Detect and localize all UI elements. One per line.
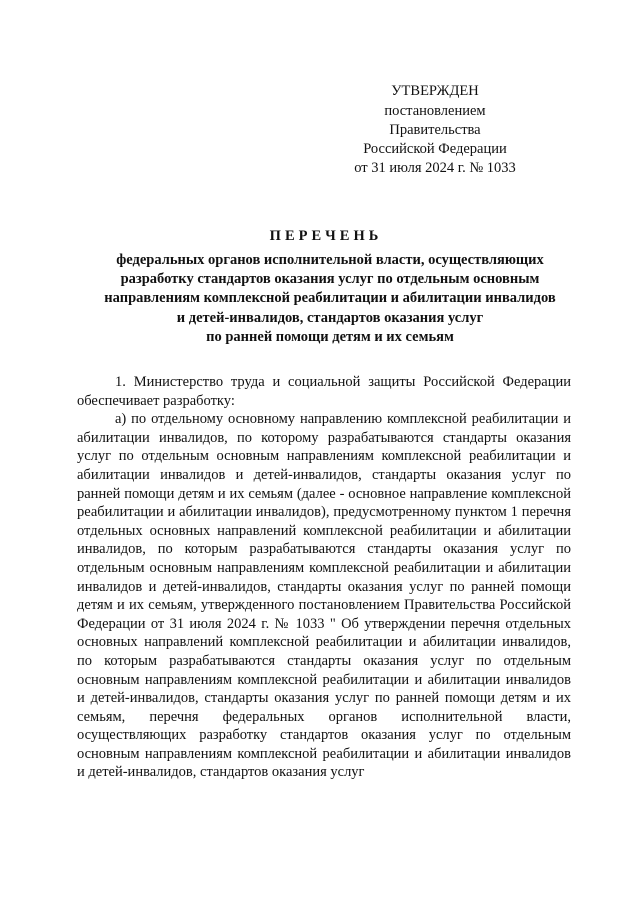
document-title: ПЕРЕЧЕНЬ	[269, 228, 383, 244]
document-subtitle	[60, 251, 600, 347]
approval-line-3: от 31 июля 2024 г. № 1033	[354, 160, 516, 176]
paragraph-1: 1. Министерство труда и социальной защиты Российской Федерации обеспечивает разработку:	[77, 374, 571, 409]
document-body	[77, 373, 571, 782]
paragraph-2: а) по отдельному основному направлению комплексной реабилитации и абилитации инвалидов, по которому разрабатываются стандарты оказания услуг по отдельным основным направлениям комплексной реабилитации и абилитации инвалидов и детей-инвалидов, стандарты оказания услуг по ранней помощи детям и их семьям (далее - основное направление комплексной реабилитации и абилитации инвалидов), предусмотренному пунктом 1 перечня отдельных основных направлений комплексной реабилитации и абилитации инвалидов, по которым разрабатываются стандарты оказания услуг по отдельным основным направлениям комплексной реабилитации и абилитации инвалидов и детей-инвалидов, стандарты оказания услуг по ранней помощи детям и их семьям, утвержденного постановлением Правительства Российской Федерации от 31 июля 2024 г. № 1033 " Об утверждении перечня отдельных основных направлений комплексной реабилитации и абилитации инвалидов, по которым разрабатываются стандарты оказания услуг по отдельным основным направлениям комплексной реабилитации и абилитации инвалидов и детей-инвалидов, стандарты оказания услуг по ранней помощи детям и их семьям, перечня федеральных органов исполнительной власти, осуществляющих разработку стандартов оказания услуг по отдельным основным направлениям комплексной реабилитации и абилитации инвалидов и детей-инвалидов, стандартов оказания услуг	[77, 411, 571, 781]
approval-line-2: Российской Федерации	[363, 141, 507, 157]
subtitle-line-2: разработку стандартов оказания услуг по отдельным основным	[120, 271, 540, 288]
subtitle-line-4: и детей-инвалидов, стандартов оказания услуг	[176, 309, 484, 326]
subtitle-line-5: по ранней помощи детям и их семьям	[206, 328, 454, 345]
approval-stamp: УТВЕРЖДЕН	[391, 83, 479, 99]
subtitle-line-1: федеральных органов исполнительной власти, осуществляющих	[116, 252, 544, 268]
approval-block	[340, 82, 530, 178]
approval-line-1: постановлением Правительства	[384, 103, 486, 138]
subtitle-line-3: направлениям комплексной реабилитации и абилитации инвалидов	[104, 290, 556, 307]
